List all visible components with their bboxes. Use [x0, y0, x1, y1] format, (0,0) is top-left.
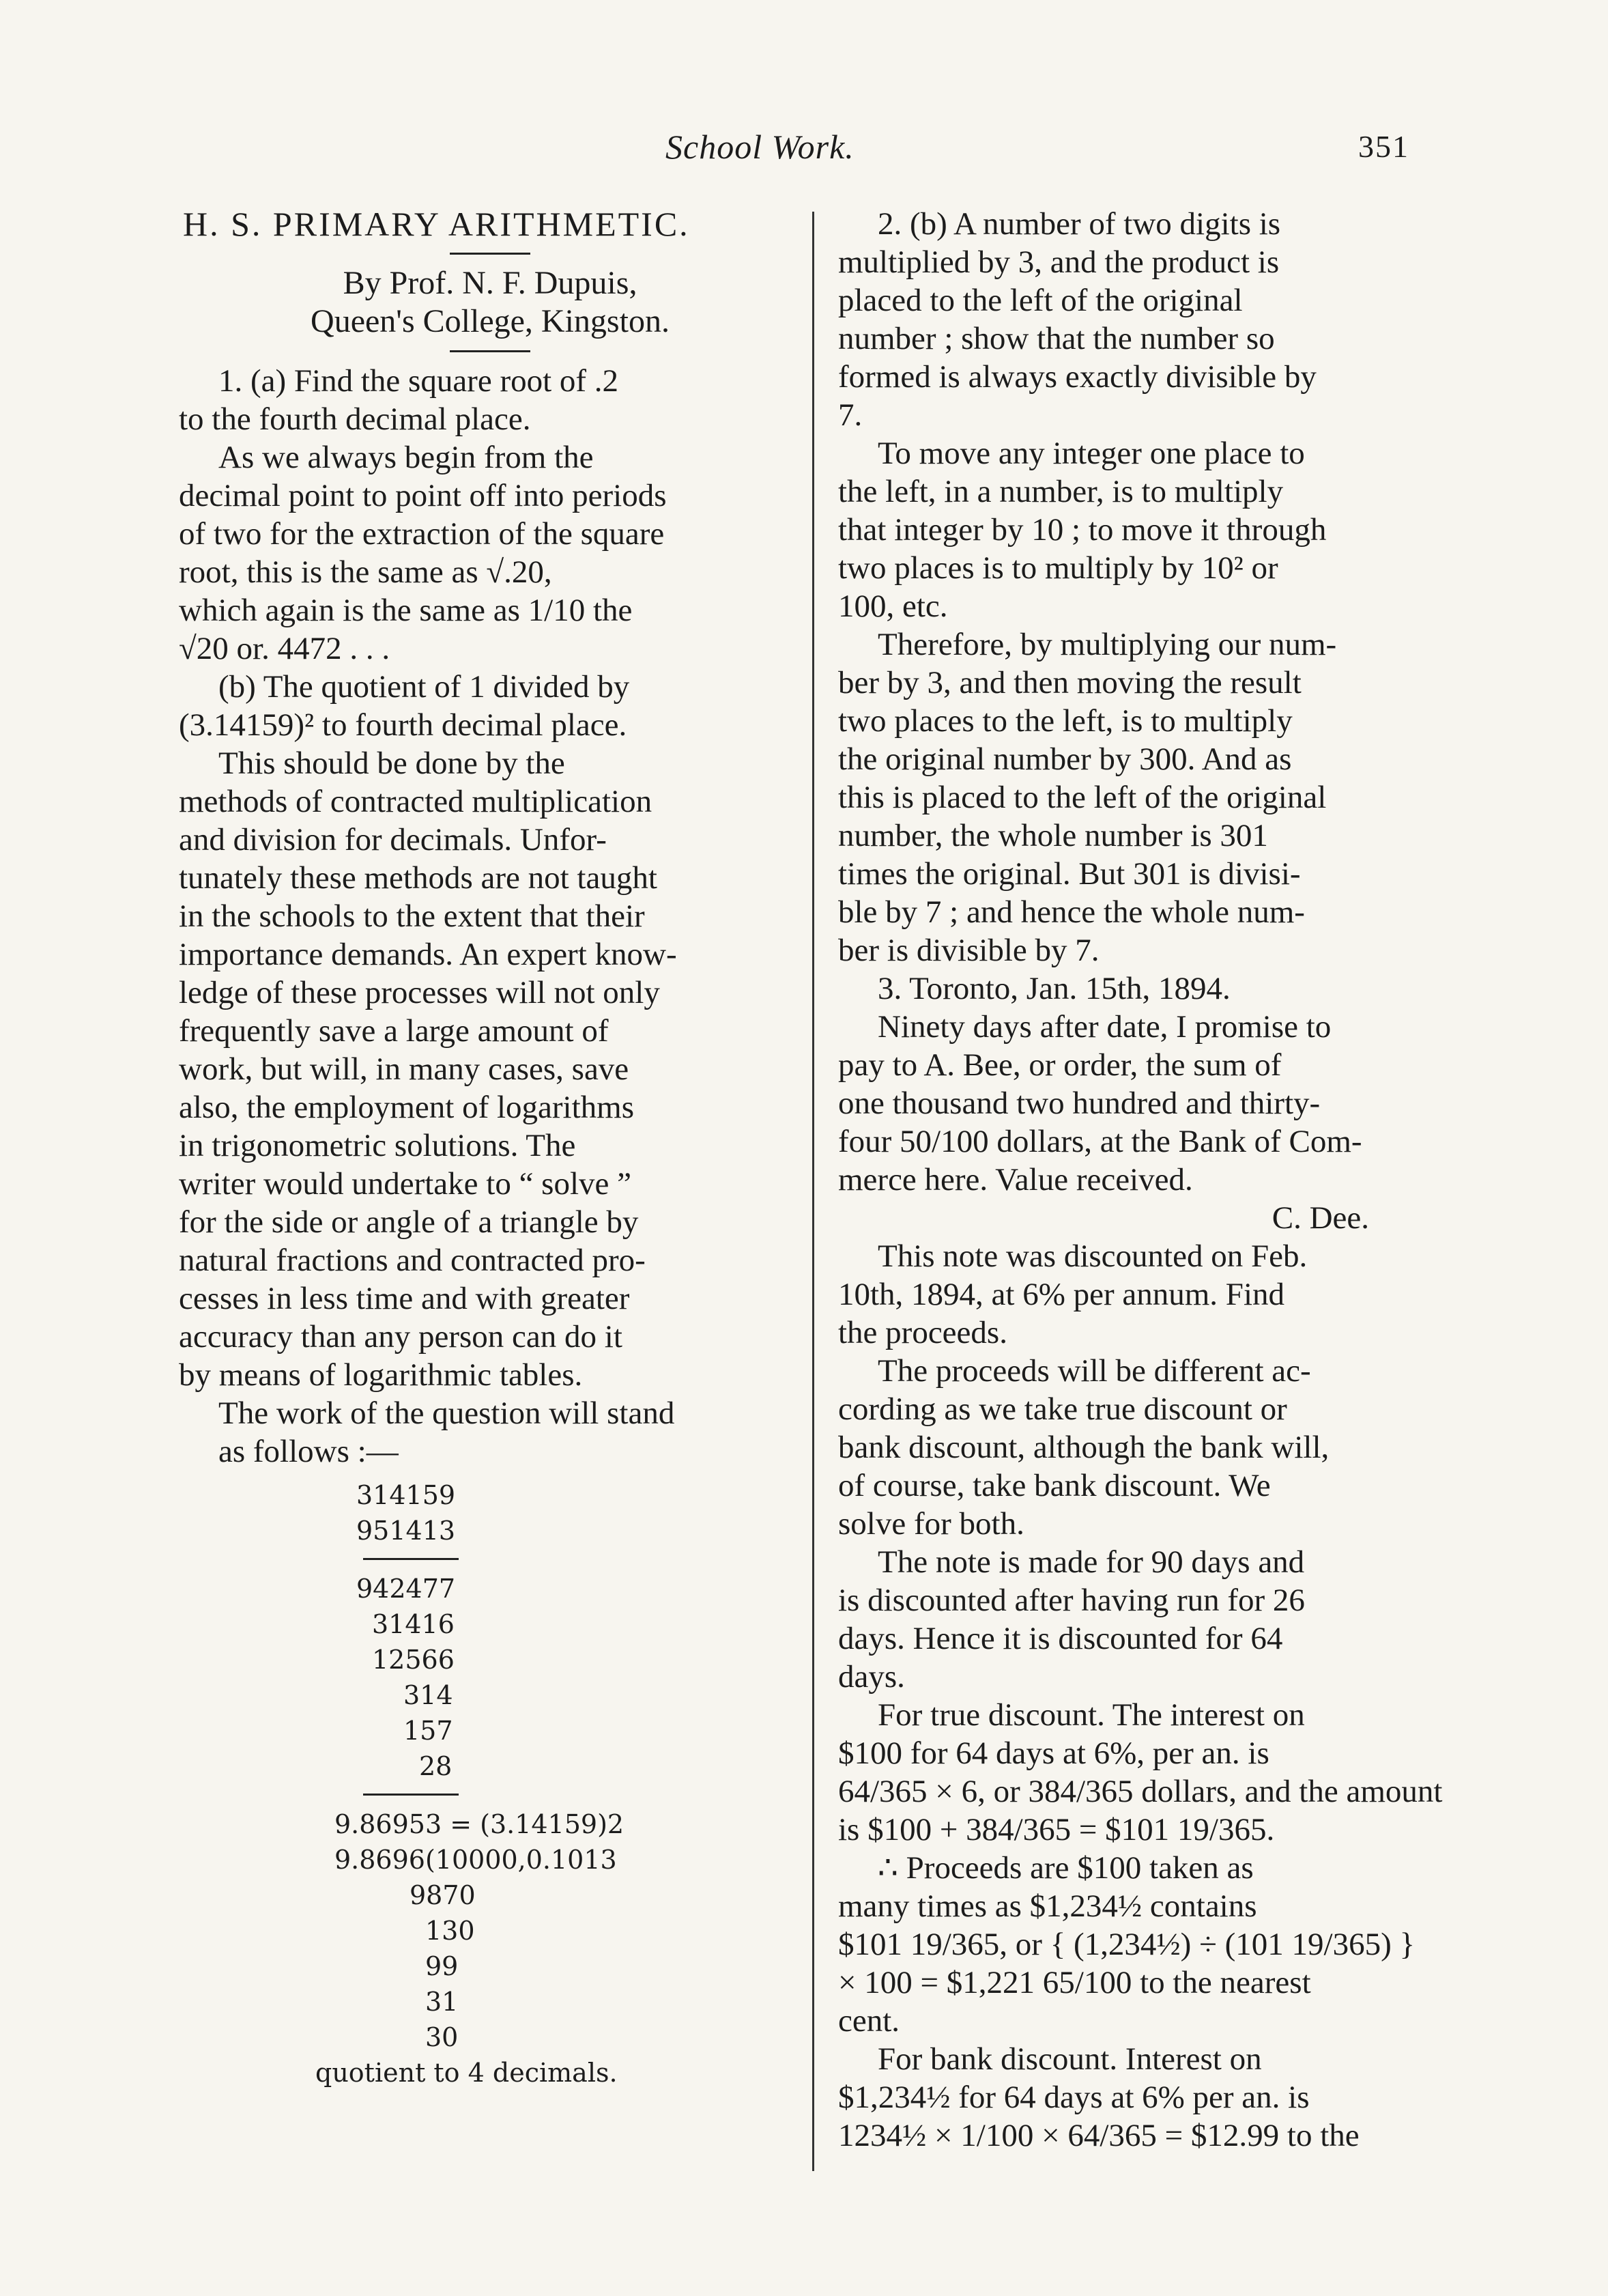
text-line: To move any integer one place to [878, 436, 1305, 471]
true-discount [838, 1696, 1451, 1849]
text-line: cesses in less time and with greater [179, 1281, 630, 1316]
text-line: The proceeds will be different ac- [878, 1353, 1311, 1389]
running-head-title: School Work. [665, 128, 855, 166]
text-line: 7. [838, 397, 863, 433]
text-line: ber is divisible by 7. [838, 933, 1100, 968]
work-line: 942477 [356, 1574, 456, 1604]
text-line: merce here. Value received. [838, 1162, 1193, 1197]
text-line: pay to A. Bee, or order, the sum of [838, 1047, 1282, 1083]
text-line: that integer by 10 ; to move it through [838, 512, 1327, 548]
work-line: 951413 [356, 1516, 456, 1546]
text-line: importance demands. An expert know- [179, 937, 677, 972]
text-line: × 100 = $1,221 65/100 to the nearest [838, 1965, 1311, 2000]
work-rule [363, 1794, 459, 1796]
text-line: ∴ Proceeds are $100 taken as [878, 1850, 1254, 1886]
true-discount-proceeds [838, 1849, 1451, 2040]
article-heading: H. S. PRIMARY ARITHMETIC. [183, 205, 690, 243]
work-line: 30 [425, 2022, 459, 2052]
question-3-task [838, 1237, 1451, 1352]
solution-1a [179, 438, 801, 668]
text-line: 1234½ × 1/100 × 64/365 = $12.99 to the [838, 2118, 1360, 2153]
text-line: natural fractions and contracted pro- [179, 1243, 646, 1278]
question-3-paragraph-1 [838, 1352, 1451, 1543]
text-line: one thousand two hundred and thirty- [838, 1086, 1321, 1121]
text-line: number ; show that the number so [838, 321, 1275, 356]
text-line: of two for the extraction of the square [179, 516, 665, 552]
text-line: decimal point to point off into periods [179, 478, 667, 513]
work-line: 9.86953 = (3.14159)2 [334, 1809, 624, 1839]
text-line: As we always begin from the [218, 440, 594, 475]
text-line: formed is always exactly divisible by [838, 359, 1317, 395]
text-line: For true discount. The interest on [878, 1697, 1305, 1733]
text-line: by means of logarithmic tables. [179, 1357, 583, 1393]
question-3-heading: 3. Toronto, Jan. 15th, 1894. [878, 971, 1231, 1006]
work-line: 9.8696(10000,0.1013 [334, 1845, 617, 1875]
solution-1b [179, 744, 801, 1394]
text-line: in trigonometric solutions. The [179, 1128, 576, 1163]
text-line: four 50/100 dollars, at the Bank of Com- [838, 1124, 1362, 1159]
text-line: cording as we take true discount or [838, 1391, 1287, 1427]
text-line: For bank discount. Interest on [878, 2041, 1262, 2077]
text-line: cent. [838, 2003, 900, 2039]
work-line: 314159 [356, 1480, 456, 1510]
work-rule [363, 1558, 459, 1560]
text-line: this is placed to the left of the original [838, 780, 1327, 815]
text-line: the left, in a number, is to multiply [838, 474, 1284, 509]
text-line: of course, take bank discount. We [838, 1468, 1271, 1503]
heading-rule [450, 253, 530, 255]
text-line: as follows :— [218, 1434, 399, 1469]
text-line: two places to the left, is to multiply [838, 703, 1293, 739]
text-line: frequently save a large amount of [179, 1013, 609, 1049]
work-line: 9870 [410, 1880, 476, 1910]
text-line: √20 or. 4472 . . . [179, 631, 390, 666]
text-line: 10th, 1894, at 6% per annum. Find [838, 1277, 1285, 1312]
work-line: 99 [425, 1951, 459, 1981]
text-line: ber by 3, and then moving the result [838, 665, 1302, 700]
text-line: $100 for 64 days at 6%, per an. is [838, 1735, 1269, 1771]
byline-author: By Prof. N. F. Dupuis, [343, 265, 637, 301]
running-head [0, 127, 1608, 175]
page-number: 351 [1358, 129, 1409, 164]
work-line: 12566 [372, 1645, 455, 1675]
text-line: the original number by 300. And as [838, 741, 1292, 777]
text-line: days. Hence it is discounted for 64 [838, 1621, 1283, 1656]
text-line: Therefore, by multiplying our num- [878, 627, 1337, 662]
text-line: The work of the question will stand [218, 1395, 675, 1431]
text-line: accuracy than any person can do it [179, 1319, 622, 1355]
bank-discount [838, 2040, 1451, 2155]
text-line: ble by 7 ; and hence the whole num- [838, 894, 1305, 930]
work-caption: quotient to 4 decimals. [315, 2058, 618, 2088]
text-line: $1,234½ for 64 days at 6% per an. is [838, 2080, 1310, 2115]
promissory-note [838, 1008, 1451, 1199]
text-line: (3.14159)² to fourth decimal place. [179, 707, 627, 743]
question-2 [838, 205, 1451, 434]
text-line: in the schools to the extent that their [179, 898, 645, 934]
text-line: times the original. But 301 is divisi- [838, 856, 1301, 892]
question-3-paragraph-2 [838, 1543, 1451, 1696]
text-line: placed to the left of the original [838, 283, 1243, 318]
work-intro [179, 1394, 801, 1471]
text-line: 2. (b) A number of two digits is [878, 206, 1281, 242]
work-line: 31 [425, 1987, 459, 2017]
byline-affiliation: Queen's College, Kingston. [311, 303, 670, 339]
text-line: is $100 + 384/365 = $101 19/365. [838, 1812, 1275, 1847]
text-line: 1. (a) Find the square root of .2 [218, 363, 619, 399]
question-2-paragraph-1 [838, 434, 1451, 625]
text-line: two places is to multiply by 10² or [838, 550, 1278, 586]
work-line: 28 [419, 1751, 453, 1781]
work-line: 130 [425, 1916, 475, 1946]
question-2-paragraph-2 [838, 625, 1451, 969]
byline-rule [450, 350, 530, 352]
text-line: $101 19/365, or { (1,234½) ÷ (101 19/365) } [838, 1927, 1416, 1962]
text-line: is discounted after having run for 26 [838, 1583, 1305, 1618]
text-line: days. [838, 1659, 905, 1695]
question-1b [179, 668, 801, 744]
work-line: 157 [403, 1716, 453, 1746]
right-column [838, 205, 1451, 2155]
text-line: 64/365 × 6, or 384/365 dollars, and the amount [838, 1774, 1443, 1809]
text-line: ledge of these processes will not only [179, 975, 660, 1010]
text-line: solve for both. [838, 1506, 1024, 1542]
text-line: methods of contracted multiplication [179, 784, 652, 819]
text-line: (b) The quotient of 1 divided by [218, 669, 630, 705]
work-line: 31416 [372, 1609, 455, 1639]
text-line: root, this is the same as √.20, [179, 554, 552, 590]
text-line: also, the employment of logarithms [179, 1090, 635, 1125]
text-line: and division for decimals. Unfor- [179, 822, 607, 858]
question-1a [179, 362, 801, 438]
text-line: to the fourth decimal place. [179, 401, 531, 437]
text-line: The note is made for 90 days and [878, 1544, 1305, 1580]
text-line: This should be done by the [218, 746, 565, 781]
text-line: bank discount, although the bank will, [838, 1430, 1330, 1465]
text-line: for the side or angle of a triangle by [179, 1204, 639, 1240]
work-line: 314 [403, 1680, 453, 1710]
text-line: which again is the same as 1/10 the [179, 593, 633, 628]
note-signature: C. Dee. [1272, 1200, 1369, 1236]
left-column [179, 205, 801, 2091]
text-line: work, but will, in many cases, save [179, 1051, 629, 1087]
text-line: tunately these methods are not taught [179, 860, 657, 896]
text-line: many times as $1,234½ contains [838, 1888, 1257, 1924]
text-line: writer would undertake to “ solve ” [179, 1166, 632, 1202]
text-line: Ninety days after date, I promise to [878, 1009, 1332, 1045]
worked-computation [179, 1477, 801, 2091]
text-line: number, the whole number is 301 [838, 818, 1268, 853]
text-line: This note was discounted on Feb. [878, 1238, 1308, 1274]
text-line: 100, etc. [838, 589, 948, 624]
text-line: multiplied by 3, and the product is [838, 244, 1280, 280]
text-line: the proceeds. [838, 1315, 1007, 1350]
